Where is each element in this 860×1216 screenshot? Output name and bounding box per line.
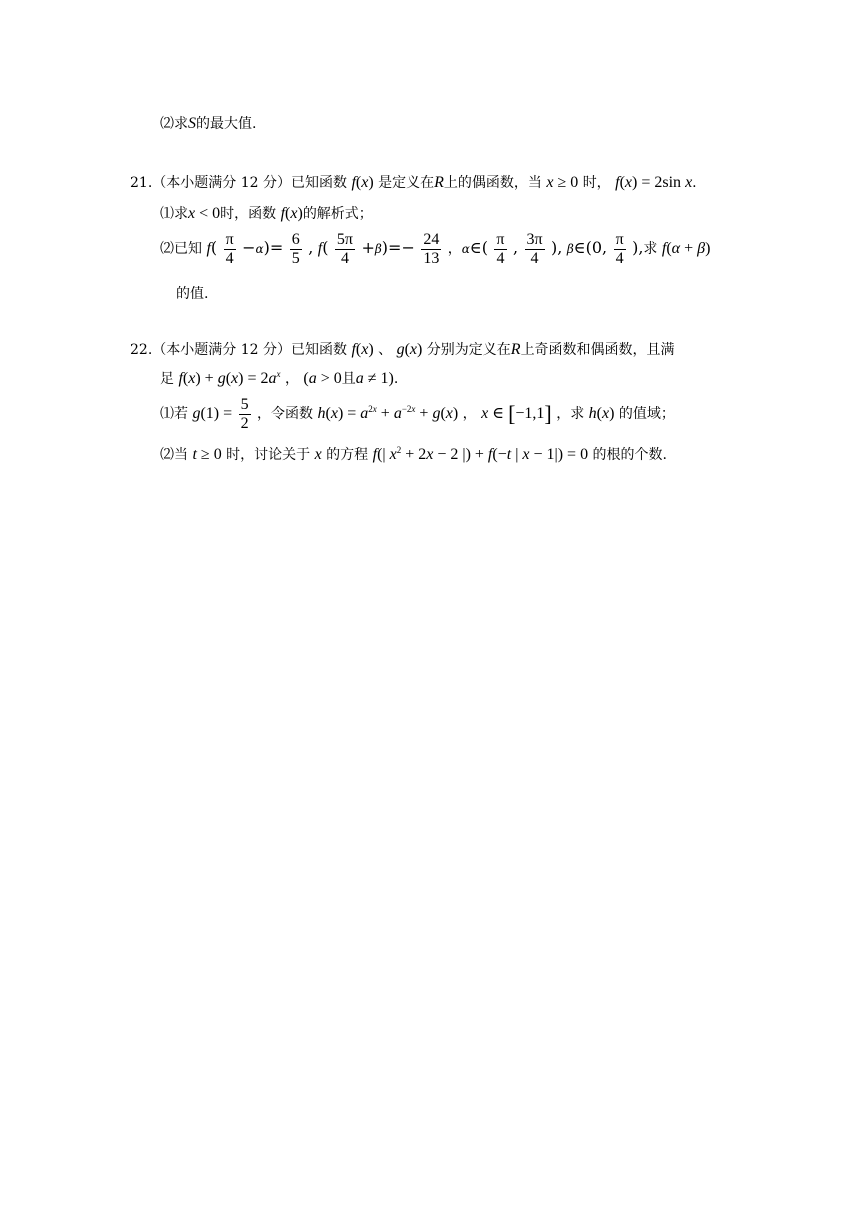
q22-part1: ⑴若 g(1) = $\frac{5}{2}$ ，令函数 $h(x) = a^{2x} + a^{-2x} + g(x)$ ， x ∈ [−1,1] ，求 h(x) 的值域； xyxy=(160,395,675,432)
q22-heading: 22.（本小题满分 12 分）已知函数 f(x) 、 g(x) 分别为定义在R上奇函数和偶函数，且满 xyxy=(130,341,675,358)
q21-part2: ⑵已知 f( $\frac{\pi}{4}$ −α)= $\frac{6}{5}$ , f( $\frac{5\pi}{4}$ +β)=− $\frac{24}{13}$ ，α∈( $\frac{\pi}{4}$ , $\frac{3\pi}{4}$ ), β∈(0, $\frac{\pi}{4}$ ),求 f(α + β) xyxy=(160,230,711,267)
q21-heading: 21.（本小题满分 12 分）已知函数 f(x) 是定义在R上的偶函数，当 x ≥ 0 时， f(x) = 2sin x. xyxy=(130,174,697,191)
q22-heading-cont: 足 $f(x) + g(x) = 2a^x$ ， (a > 0且a ≠ 1). xyxy=(160,369,399,387)
q21-part2-cont: 的值. xyxy=(176,286,209,302)
q21-part1: ⑴求x < 0时，函数 f(x)的解析式； xyxy=(160,205,373,222)
q20-part2: ⑵求S的最大值. xyxy=(160,115,257,132)
q22-part2: ⑵当 t ≥ 0 时，讨论关于 x 的方程 f(| $x^2 + 2x - 2$ |) + f(−t | x − 1|) = 0 的根的个数. xyxy=(160,445,667,463)
